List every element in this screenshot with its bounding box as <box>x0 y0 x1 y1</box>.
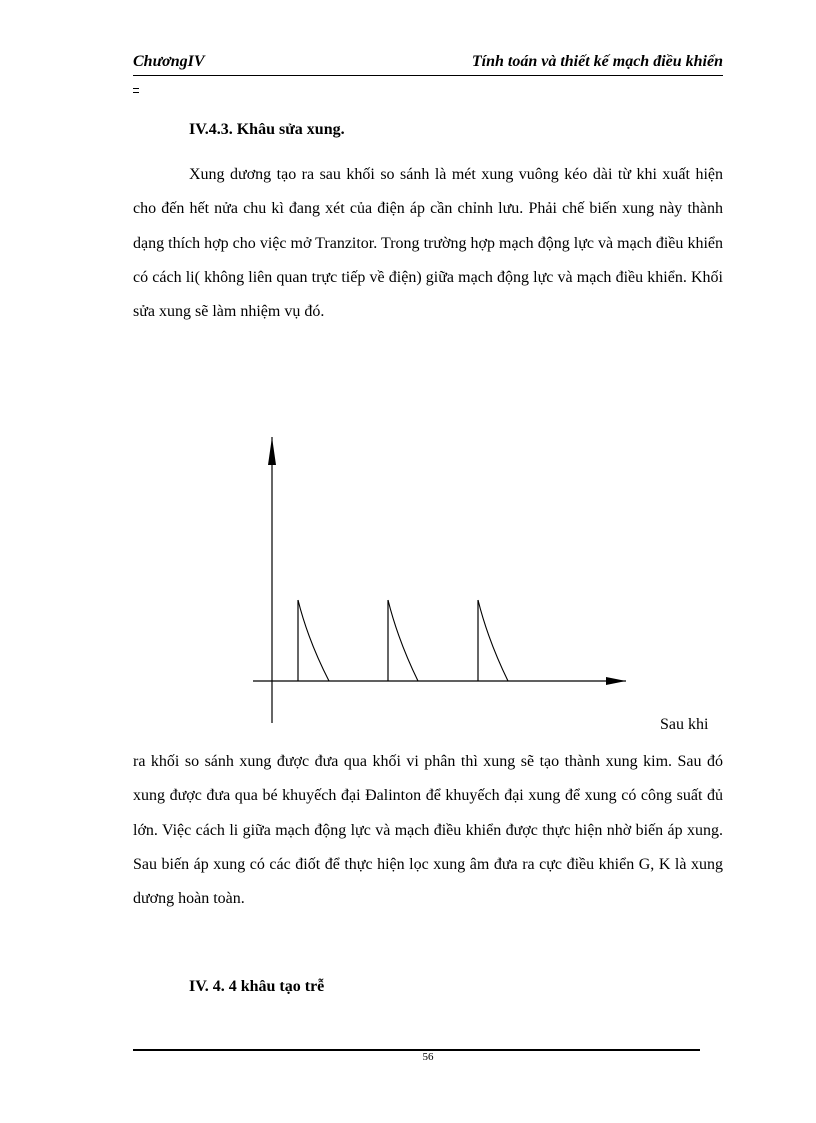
paragraph-2: ra khối so sánh xung được đưa qua khối vi phân thì xung sẽ tạo thành xung kim. Sau đó xung được đưa qua bé khuyếch đại Đalinton để khuyếch đại xung để xung có công suất đủ lớn. Việc cách li giữa mạch động lực và mạch điều khiển được thực hiện nhờ biến áp xung. Sau biến áp xung có các điốt để thực hiện lọc xung âm đưa ra cực điều khiển G, K là xung dương hoàn toàn. <box>133 753 723 908</box>
chapter-label: ChươngIV <box>133 53 205 70</box>
y-axis-arrow <box>268 437 276 465</box>
page-header <box>133 53 723 75</box>
paragraph-2-start: Sau khi <box>660 716 709 733</box>
section-heading: IV.4.3. Khâu sửa xung. <box>189 121 345 138</box>
pulse-2 <box>388 600 418 681</box>
x-axis-arrow <box>606 677 626 685</box>
paragraph-1: Xung dương tạo ra sau khối so sánh là mét xung vuông kéo dài từ khi xuất hiện cho đến hết nửa chu kì đang xét của điện áp cần chỉnh lưu. Phải chế biến xung này thành dạng thích hợp cho việc mở Tranzitor. Trong trường hợp mạch động lực và mạch điều khiển có cách li( không liên quan trực tiếp về điện) giữa mạch động lực và mạch điều khiển. Khối sửa xung sẽ làm nhiệm vụ đó. <box>133 166 723 321</box>
header-mark <box>133 88 139 93</box>
pulse-1 <box>298 600 329 681</box>
pulse-diagram <box>240 425 640 730</box>
footer-rule <box>133 1049 700 1051</box>
next-section-heading: IV. 4. 4 khâu tạo trễ <box>189 978 325 995</box>
header-rule <box>133 75 723 76</box>
page-number: 56 <box>422 1051 434 1063</box>
chapter-title: Tính toán và thiết kế mạch điều khiển <box>471 53 723 70</box>
pulse-3 <box>478 600 508 681</box>
